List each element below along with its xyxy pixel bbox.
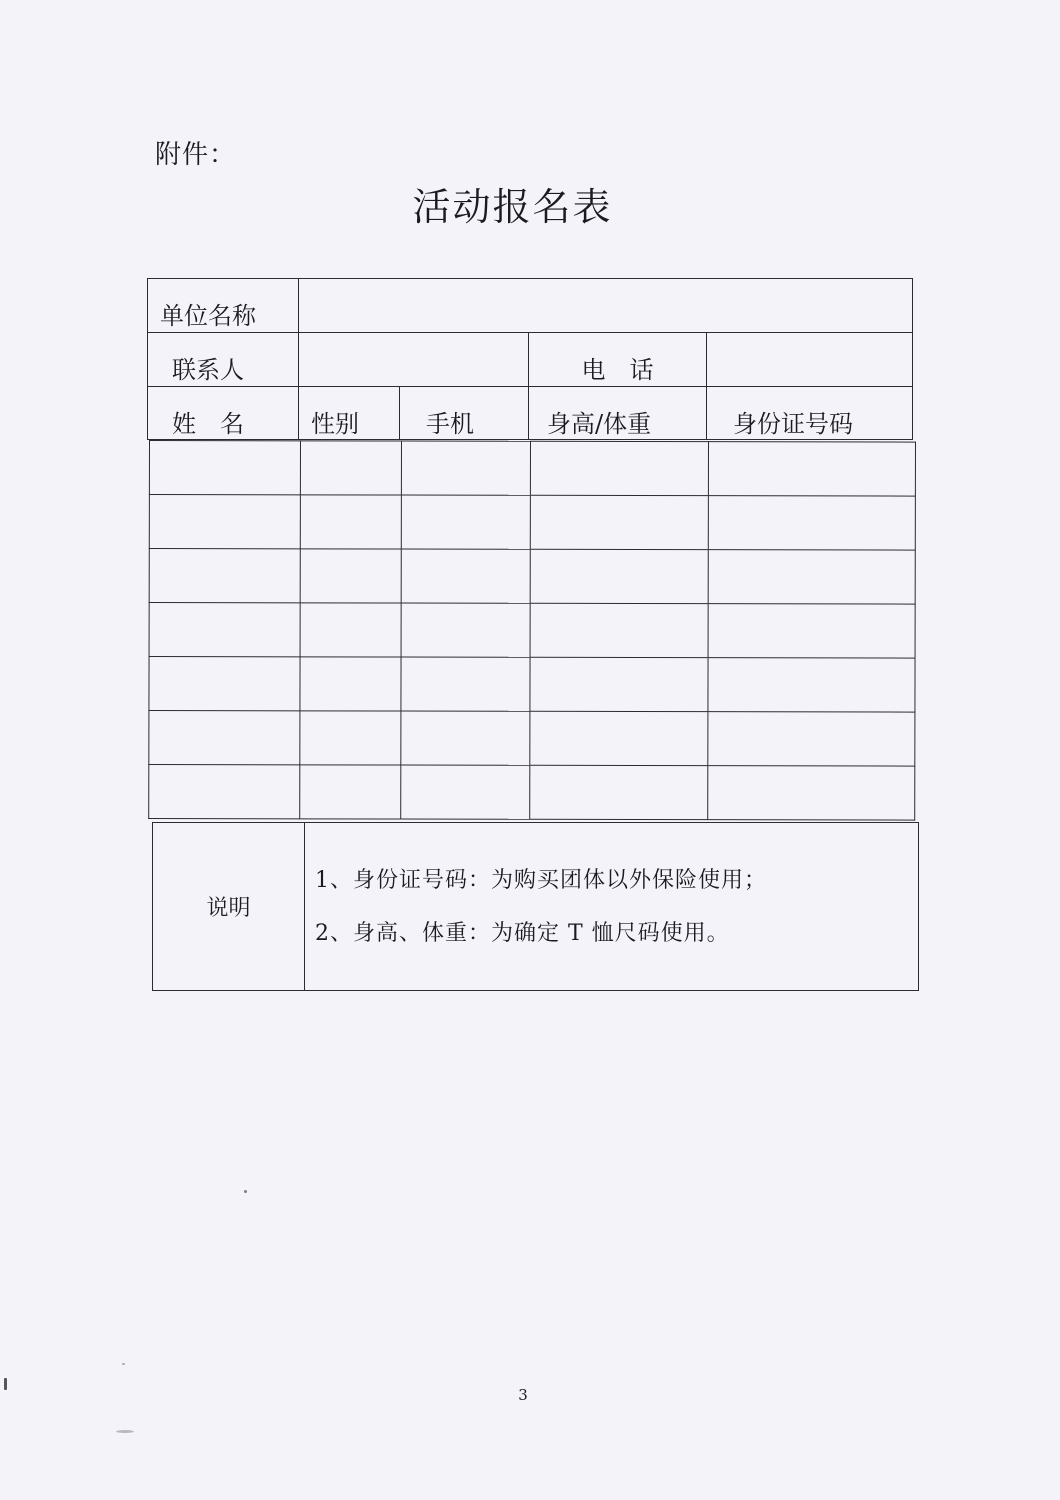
unit-name-field[interactable]	[299, 279, 913, 333]
table-row	[149, 657, 915, 713]
note-item-height-weight: 2、身高、体重：为确定 T 恤尺码使用。	[315, 920, 730, 946]
name-cell[interactable]	[149, 495, 300, 549]
mobile-cell[interactable]	[401, 657, 530, 711]
mobile-cell[interactable]	[401, 495, 530, 549]
notes-section	[152, 822, 919, 991]
gender-cell[interactable]	[300, 549, 401, 603]
unit-name-label: 单位名称	[148, 279, 299, 333]
attachment-label: 附件：	[155, 140, 237, 170]
id-number-cell[interactable]	[708, 550, 915, 604]
table-row	[149, 765, 915, 821]
id-number-cell[interactable]	[708, 496, 915, 550]
gender-cell[interactable]	[300, 603, 401, 657]
column-header-row	[148, 387, 913, 440]
notes-content	[305, 823, 919, 991]
table-row	[149, 603, 915, 659]
registration-form-header	[147, 278, 913, 440]
contact-label: 联系人	[148, 333, 299, 387]
notes-label: 说明	[153, 823, 305, 991]
scan-speck	[122, 1363, 125, 1365]
mobile-cell[interactable]	[401, 441, 530, 495]
name-cell[interactable]	[149, 603, 300, 657]
phone-field[interactable]	[707, 333, 913, 387]
table-row	[149, 549, 915, 605]
name-cell[interactable]	[149, 765, 300, 819]
notes-row	[153, 823, 919, 991]
table-row	[149, 441, 915, 497]
gender-cell[interactable]	[300, 765, 401, 819]
table-row	[149, 711, 915, 767]
height-weight-cell[interactable]	[530, 441, 708, 495]
id-number-cell[interactable]	[708, 766, 915, 820]
contact-row	[148, 333, 913, 387]
note-item-id-number: 1、身份证号码：为购买团体以外保险使用；	[315, 867, 767, 893]
gender-cell[interactable]	[300, 657, 401, 711]
gender-cell[interactable]	[300, 495, 401, 549]
scan-speck	[244, 1190, 247, 1193]
id-number-cell[interactable]	[708, 442, 915, 496]
table-row	[149, 495, 915, 551]
name-cell[interactable]	[149, 441, 300, 495]
height-weight-cell[interactable]	[530, 495, 708, 549]
height-weight-cell[interactable]	[530, 549, 708, 603]
height-weight-cell[interactable]	[530, 711, 708, 765]
mobile-cell[interactable]	[401, 711, 530, 765]
column-header-id-number: 身份证号码	[707, 387, 913, 440]
height-weight-cell[interactable]	[530, 657, 708, 711]
gender-cell[interactable]	[300, 711, 401, 765]
page-number: 3	[518, 1386, 528, 1404]
id-number-cell[interactable]	[708, 712, 915, 766]
name-cell[interactable]	[149, 711, 300, 765]
name-cell[interactable]	[149, 657, 300, 711]
gender-cell[interactable]	[300, 441, 401, 495]
column-header-gender: 性别	[299, 387, 400, 440]
height-weight-cell[interactable]	[530, 603, 708, 657]
column-header-name: 姓 名	[148, 387, 299, 440]
scan-speck	[116, 1430, 134, 1433]
id-number-cell[interactable]	[708, 658, 915, 712]
phone-label: 电 话	[529, 333, 707, 387]
height-weight-cell[interactable]	[530, 765, 708, 819]
contact-field[interactable]	[299, 333, 529, 387]
column-header-mobile: 手机	[400, 387, 529, 440]
scan-speck	[4, 1378, 7, 1390]
mobile-cell[interactable]	[401, 603, 530, 657]
mobile-cell[interactable]	[401, 765, 530, 819]
id-number-cell[interactable]	[708, 604, 915, 658]
unit-name-row	[148, 279, 913, 333]
column-header-height-weight: 身高/体重	[529, 387, 707, 440]
registration-entry-rows	[148, 440, 916, 821]
form-title: 活动报名表	[412, 185, 613, 229]
name-cell[interactable]	[149, 549, 300, 603]
mobile-cell[interactable]	[401, 549, 530, 603]
